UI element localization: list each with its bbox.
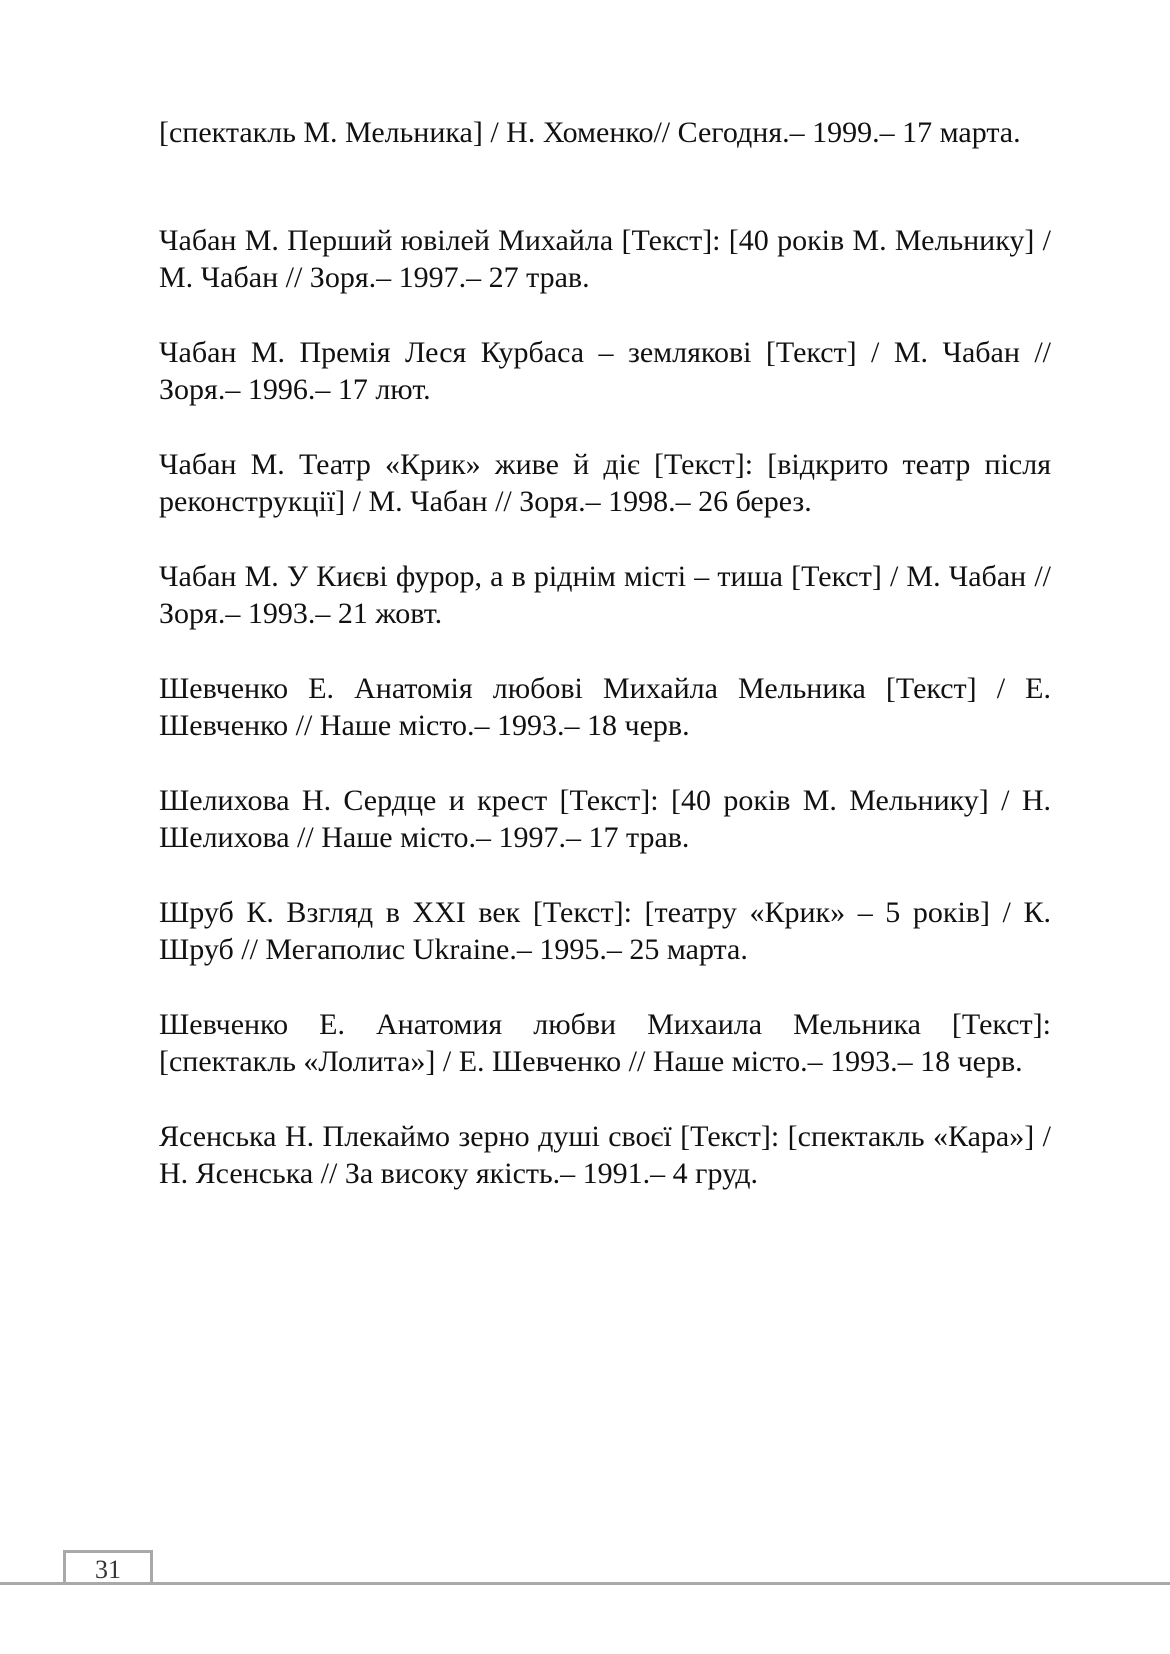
bibliography-entry: Чабан М. Премія Леся Курбаса – землякові [Текст] / М. Чабан // Зоря.– 1996.– 17 лют.	[159, 336, 1051, 406]
page-number: 31	[95, 1555, 121, 1584]
footer-divider	[0, 1582, 1170, 1585]
bibliography-entry: [спектакль М. Мельника] / Н. Хоменко// Сегодня.– 1999.– 17 марта.	[159, 116, 1021, 149]
bibliography-entry: Чабан М. Театр «Крик» живе й діє [Текст]: [відкрито театр після реконструкції] / М. Чабан // Зоря.– 1998.– 26 берез.	[159, 448, 1051, 518]
bibliography-entry: Ясенська Н. Плекаймо зерно душі своєї [Текст]: [спектакль «Кара»] / Н. Ясенська // За високу якість.– 1991.– 4 груд.	[159, 1120, 1051, 1190]
bibliography-entry: Шруб К. Взгляд в XXI век [Текст]: [театру «Крик» – 5 років] / К. Шруб // Мегаполис Ukraine.– 1995.– 25 марта.	[159, 896, 1051, 966]
bibliography-entry: Шелихова Н. Сердце и крест [Текст]: [40 років М. Мельнику] / Н. Шелихова // Наше місто.– 1997.– 17 трав.	[159, 784, 1051, 854]
page-number-tab	[63, 1550, 153, 1582]
bibliography-entry: Чабан М. Перший ювілей Михайла [Текст]: [40 років М. Мельнику] / М. Чабан // Зоря.– 1997.– 27 трав.	[159, 224, 1051, 294]
bibliography-entry: Чабан М. У Києві фурор, а в ріднім місті – тиша [Текст] / М. Чабан // Зоря.– 1993.– 21 жовт.	[159, 560, 1051, 630]
bibliography-list	[159, 114, 1051, 1230]
bibliography-entry: Шевченко Е. Анатомия любви Михаила Мельника [Текст]: [спектакль «Лолита»] / Е. Шевченко // Наше місто.– 1993.– 18 черв.	[159, 1008, 1051, 1078]
bibliography-entry: Шевченко Е. Анатомія любові Михайла Мельника [Текст] / Е. Шевченко // Наше місто.– 1993.– 18 черв.	[159, 672, 1051, 742]
